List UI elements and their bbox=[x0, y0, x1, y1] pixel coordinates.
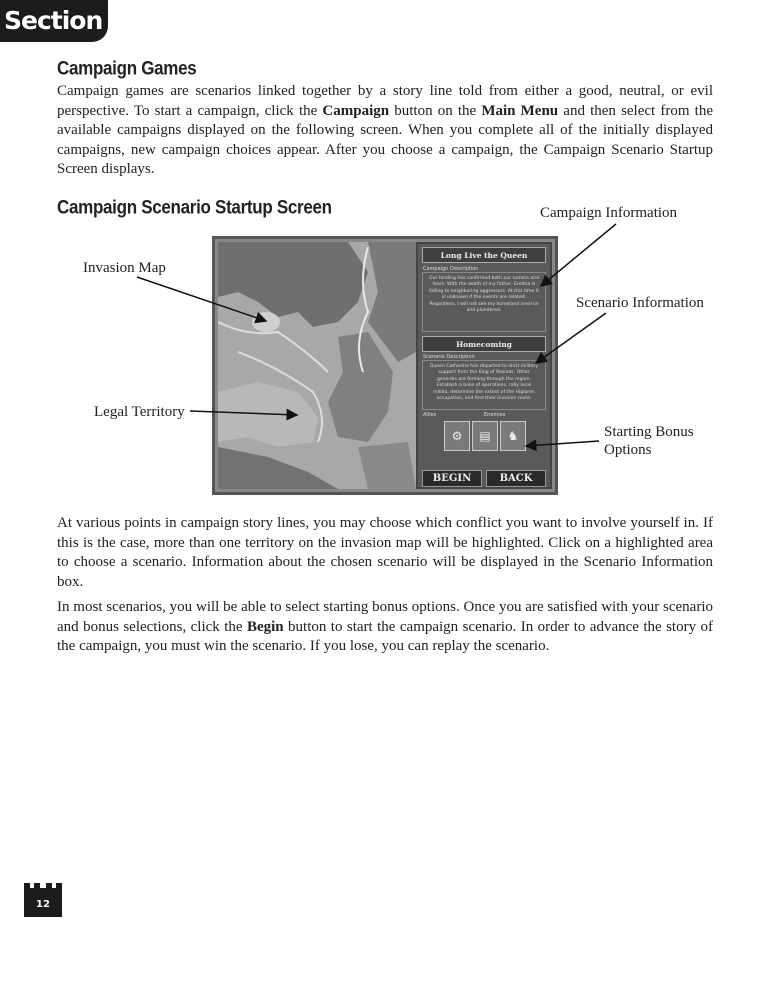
callout-scenario-information: Scenario Information bbox=[576, 295, 704, 311]
bonus-option-2[interactable] bbox=[472, 421, 498, 451]
bold-campaign: Campaign bbox=[322, 102, 390, 119]
callout-invasion-map: Invasion Map bbox=[83, 260, 166, 276]
game-screenshot bbox=[212, 236, 558, 495]
bonus-troops-icon: ♞ bbox=[507, 429, 519, 443]
paragraph-bonus-options: In most scenarios, you will be able to select starting bonus options. Once you are satisfied with your scenario and bonus selections, click the Begin button to start the campaign scenario. In order to advance the story of the campaign, you must win the scenario. If you lose, you can replay the scenario. bbox=[57, 599, 713, 654]
heading-startup-screen: Campaign Scenario Startup Screen bbox=[57, 196, 332, 218]
section-tab: Section II bbox=[0, 0, 108, 42]
campaign-title: Long Live the Queen bbox=[422, 247, 546, 263]
page-number: 12 bbox=[36, 899, 50, 910]
bold-begin: Begin bbox=[246, 618, 284, 635]
campaign-desc-label: Campaign Description bbox=[423, 266, 479, 272]
bonus-option-3[interactable] bbox=[500, 421, 526, 451]
callout-starting-bonus bbox=[604, 423, 694, 459]
scenario-title: Homecoming bbox=[422, 336, 546, 352]
callout-campaign-information: Campaign Information bbox=[540, 205, 678, 221]
paragraph-campaign-intro: Campaign games are scenarios linked together by a story line told from either a good, neutral, or evil perspective. To start a campaign, click the Campaign button on the Main Menu and then select from the available campaigns displayed on the following screen. When you complete all of the initially displayed campaigns, new campaign choices appear. After you choose a campaign, the Campaign Scenario Startup Screen displays. bbox=[57, 83, 713, 177]
campaign-description: Our landing has confirmed both our rumors and fears. With the death of my father, Erethia is falling to neighboring aggressors. At this time it is unknown if the events are related. Regardless, I will not see my homeland overrun and plundered. bbox=[429, 276, 540, 314]
callout-legal-territory: Legal Territory bbox=[94, 404, 185, 420]
scenario-desc-label: Scenario Description bbox=[423, 354, 475, 360]
invasion-map bbox=[218, 242, 416, 489]
enemies-label: Enemies bbox=[484, 412, 506, 418]
bonus-option-1[interactable] bbox=[444, 421, 470, 451]
page-number-badge bbox=[24, 883, 62, 917]
bold-main-menu: Main Menu bbox=[481, 102, 559, 119]
callout-starting-bonus-line1: Starting Bonus bbox=[604, 424, 694, 440]
allies-label: Allies bbox=[423, 412, 437, 418]
campaign-information-box bbox=[422, 272, 546, 332]
scenario-information-box bbox=[422, 360, 546, 410]
scenario-description: Queen Catherine has departed to elicit military support from the King of Rosiads. Other generals are forming through the region. Establish a base of operations, rally local militia, determine the extent of the Higlaren occupation, and find their invasion route. bbox=[429, 364, 539, 402]
heading-campaign-games: Campaign Games bbox=[57, 57, 197, 79]
info-panel bbox=[416, 242, 552, 489]
begin-button[interactable]: BEGIN bbox=[422, 470, 482, 487]
back-button[interactable]: BACK bbox=[486, 470, 546, 487]
bonus-siege-icon: ⚙ bbox=[451, 429, 463, 443]
callout-starting-bonus-line2: Options bbox=[604, 442, 652, 458]
bonus-gold-icon: ▤ bbox=[479, 429, 491, 443]
paragraph-conflict-choice: At various points in campaign story lines, you may choose which conflict you want to involve yourself in. If this is the case, more than one territory on the invasion map will be highlighted. Click on a highlighted area to choose a scenario. Information about the chosen scenario will be displayed in the Scenario Information box. bbox=[57, 515, 713, 590]
map-terrain bbox=[218, 242, 416, 489]
